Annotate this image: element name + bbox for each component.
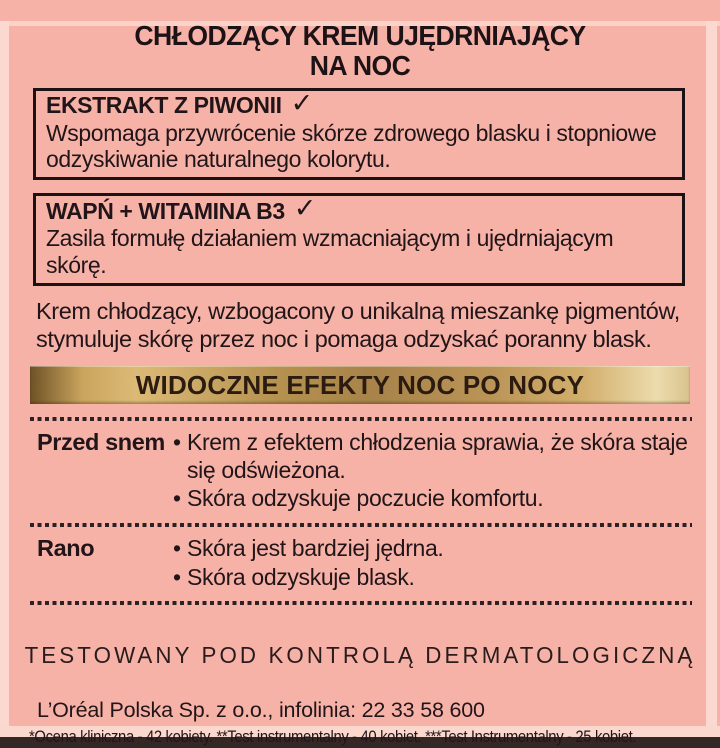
ingredient-box-peony-extract bbox=[33, 88, 685, 180]
clinical-test-footnote: *Ocena kliniczna - 42 kobiety. **Test instrumentalny - 40 kobiet. ***Test Instrumentalny - 25 kobiet. bbox=[29, 728, 637, 747]
list-item bbox=[173, 564, 698, 592]
effects-banner-text: WIDOCZNE EFEKTY NOC PO NOCY bbox=[135, 369, 585, 400]
list-item-text: Skóra jest bardziej jędrna. bbox=[187, 534, 444, 561]
list-item bbox=[173, 485, 698, 513]
table-row-morning bbox=[0, 527, 720, 601]
list-item-text: Skóra odzyskuje poczucie komfortu. bbox=[187, 485, 544, 512]
list-item bbox=[173, 535, 698, 563]
ingredient-heading bbox=[46, 193, 672, 224]
effects-banner bbox=[30, 366, 690, 404]
ingredient-description: Wspomaga przywrócenie skórze zdrowego blasku i stopniowe odzyskiwanie naturalnego kolorytu. bbox=[46, 119, 657, 173]
row-bullet-list bbox=[173, 535, 698, 592]
product-title-line2: NA NOC bbox=[309, 49, 411, 81]
ingredient-box-calcium-vitamin-b3 bbox=[33, 193, 685, 285]
dermatology-tested-note: TESTOWANY POD KONTROLĄ DERMATOLOGICZNĄ bbox=[24, 642, 696, 669]
ingredient-heading bbox=[46, 87, 672, 119]
dotted-divider bbox=[30, 601, 692, 605]
ingredient-description: Zasila formułę działaniem wzmacniającym i ujędrniającym skórę. bbox=[46, 225, 614, 278]
bullet-icon: • bbox=[173, 429, 181, 456]
list-item-text: Krem z efektem chłodzenia sprawia, że skóra staje się odświeżona. bbox=[187, 429, 688, 483]
product-title bbox=[18, 21, 702, 81]
bullet-icon: • bbox=[173, 534, 181, 561]
product-title-line1: CHŁODZĄCY KREM UJĘDRNIAJĄCY bbox=[134, 20, 586, 51]
row-label: Rano bbox=[37, 534, 95, 561]
effects-table bbox=[0, 417, 720, 605]
manufacturer-contact: L’Oréal Polska Sp. z o.o., infolinia: 22 33 58 600 bbox=[37, 698, 485, 723]
bullet-icon: • bbox=[173, 485, 181, 512]
product-description: Krem chłodzący, wzbogacony o unikalną mieszankę pigmentów, stymuluje skórę przez noc i pomaga odzyskać poranny blask. bbox=[36, 297, 680, 352]
ingredient-heading-text: EKSTRAKT Z PIWONII bbox=[46, 92, 282, 119]
row-label: Przed snem bbox=[37, 429, 165, 456]
list-item-text: Skóra odzyskuje blask. bbox=[187, 563, 415, 590]
table-row-before-sleep bbox=[0, 421, 720, 523]
row-bullet-list bbox=[173, 429, 698, 514]
bullet-icon: • bbox=[173, 563, 181, 590]
list-item bbox=[173, 429, 698, 484]
product-label bbox=[0, 21, 720, 747]
ingredient-heading-text: WAPŃ + WITAMINA B3 bbox=[46, 197, 285, 224]
checkmark-icon: ✓ bbox=[290, 87, 313, 118]
checkmark-icon: ✓ bbox=[293, 193, 317, 224]
